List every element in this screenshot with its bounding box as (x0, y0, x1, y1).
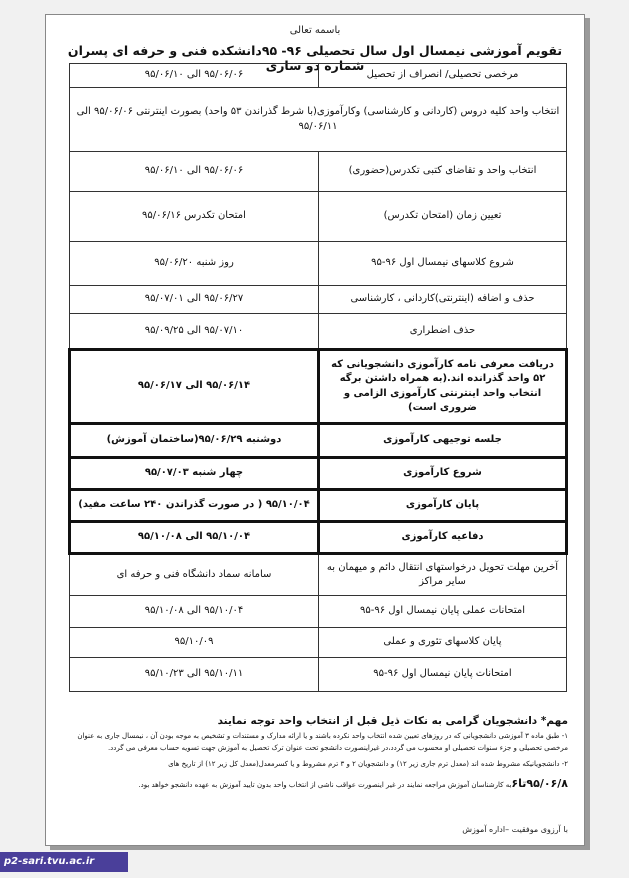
calendar-row (70, 242, 567, 286)
calendar-label-cell: آخرین مهلت تحویل درخواستهای انتقال دائم و میهمان به سایر مراکز (319, 554, 567, 596)
calendar-label-cell: دفاعیه کارآموزی (319, 522, 567, 554)
calendar-row (70, 314, 567, 350)
calendar-row (70, 64, 567, 88)
calendar-label-cell: دریافت معرفی نامه کارآموزی دانشجویانی که ۵۲ واحد گذرانده اند.(به همراه داشتن برگه انتخاب واحد اینترنتی کارآموزی الزامی و ضروری است) (319, 350, 567, 424)
notes-heading: مهم* دانشجویان گرامی به نکات ذیل قبل از انتخاب واحد توجه نمایند (217, 715, 568, 727)
notes-section (68, 715, 568, 793)
note-3-text: به کارشناسان آموزش مراجعه نمایند در غیر اینصورت عواقب ناشی از انتخاب واحد بدون تایید آموزش به عهده دانشجو خواهد بود. (138, 780, 512, 789)
calendar-label-cell: مرخصی تحصیلی/ انصراف از تحصیل (319, 64, 567, 88)
calendar-label-cell: امتحانات پایان نیمسال اول ۹۶-۹۵ (319, 658, 567, 692)
calendar-label-cell: حذف اضطراری (319, 314, 567, 350)
calendar-date-cell: ۹۵/۰۶/۲۷ الی ۹۵/۰۷/۰۱ (70, 286, 319, 314)
note-3 (68, 775, 568, 794)
calendar-label-cell: جلسه توجیهی کارآموزی (319, 424, 567, 458)
calendar-label-cell: شروع کلاسهای نیمسال اول ۹۶-۹۵ (319, 242, 567, 286)
calendar-row (70, 596, 567, 628)
calendar-date-cell: دوشنبه ۹۵/۰۶/۲۹(ساختمان آموزش) (70, 424, 319, 458)
calendar-date-cell: ۹۵/۱۰/۰۹ (70, 628, 319, 658)
calendar-row (70, 522, 567, 554)
note-2: ۲- دانشجویانیکه مشروط شده اند (معدل ترم جاری زیر ۱۲) و دانشجویان ۲ و ۳ ترم مشروط و یا کسرمعدل(معدل کل زیر ۱۲) از تاریخ های (168, 759, 568, 768)
calendar-row (70, 350, 567, 424)
calendar-date-cell: ۹۵/۱۰/۰۴ الی ۹۵/۱۰/۰۸ (70, 522, 319, 554)
calendar-date-cell: ۹۵/۰۶/۱۴ الی ۹۵/۰۶/۱۷ (70, 350, 319, 424)
note-3-date: ۹۵/۰۶/۸تا۶ (511, 776, 568, 790)
calendar-row (70, 286, 567, 314)
calendar-label-cell: تعیین زمان (امتحان تکدرس) (319, 192, 567, 242)
calendar-label-cell: پایان کارآموزی (319, 490, 567, 522)
calendar-row (70, 424, 567, 458)
calendar-date-cell: ۹۵/۰۷/۱۰ الی ۹۵/۰۹/۲۵ (70, 314, 319, 350)
calendar-label-cell: پایان کلاسهای تئوری و عملی (319, 628, 567, 658)
document-title: تقویم آموزشی نیمسال اول سال تحصیلی ۹۶- ۹۵دانشکده فنی و حرفه ای پسران شماره دو ساری (67, 43, 563, 73)
calendar-row (70, 192, 567, 242)
calendar-row (70, 554, 567, 596)
calendar-date-cell: ۹۵/۰۶/۰۶ الی ۹۵/۰۶/۱۰ (70, 152, 319, 192)
calendar-date-cell: ۹۵/۱۰/۱۱ الی ۹۵/۱۰/۲۳ (70, 658, 319, 692)
document-page (45, 14, 585, 846)
calendar-row (70, 490, 567, 522)
calendar-date-cell: ۹۵/۰۶/۰۶ الی ۹۵/۰۶/۱۰ (70, 64, 319, 88)
calendar-row (70, 628, 567, 658)
calendar-label-cell: انتخاب واحد و تقاضای کتبی تکدرس(حضوری) (319, 152, 567, 192)
calendar-row (70, 658, 567, 692)
academic-calendar-table (68, 63, 568, 692)
note-1: ۱- طبق ماده ۳ آموزشی دانشجویانی که در روزهای تعیین شده انتخاب واحد نکرده باشند و یا ارائه مدارک و مستندات و تشخیص به موجه بودن آن ، نیمسال جاری به عنوان مرخصی تحصیلی و جزء سنوات تحصیلی او محسوب می گردد،در غیراینصورت دانشجو تحت عنوان ترک تحصیل به آموزش جهت تسویه حساب معرفی می گردد. (77, 732, 568, 752)
calendar-row (70, 458, 567, 490)
calendar-label-cell: امتحانات عملی پایان نیمسال اول ۹۶-۹۵ (319, 596, 567, 628)
calendar-merged-cell: انتخاب واحد کلیه دروس (کاردانی و کارشناسی) وکارآموزی(با شرط گذراندن ۵۳ واحد) بصورت اینترنتی ۹۵/۰۶/۰۶ الی ۹۵/۰۶/۱۱ (70, 88, 567, 152)
page-shadow-bottom (50, 846, 590, 850)
bismillah: باسمه تعالی (289, 25, 341, 36)
calendar-date-cell: چهار شنبه ۹۵/۰۷/۰۳ (70, 458, 319, 490)
calendar-date-cell: سامانه سماد دانشگاه فنی و حرفه ای (70, 554, 319, 596)
calendar-row (70, 152, 567, 192)
calendar-date-cell: ۹۵/۱۰/۰۴ الی ۹۵/۱۰/۰۸ (70, 596, 319, 628)
calendar-label-cell: حذف و اضافه (اینترنتی)کاردانی ، کارشناسی (319, 286, 567, 314)
calendar-date-cell: ۹۵/۱۰/۰۴ ( در صورت گذراندن ۲۴۰ ساعت مفید) (70, 490, 319, 522)
calendar-row (70, 88, 567, 152)
calendar-date-cell: روز شنبه ۹۵/۰۶/۲۰ (70, 242, 319, 286)
signature: با آرزوی موفقیت –اداره آموزش (462, 825, 568, 834)
site-watermark: p2-sari.tvu.ac.ir (0, 852, 128, 872)
page-shadow-right (585, 18, 590, 848)
calendar-date-cell: امتحان تکدرس ۹۵/۰۶/۱۶ (70, 192, 319, 242)
calendar-label-cell: شروع کارآموزی (319, 458, 567, 490)
